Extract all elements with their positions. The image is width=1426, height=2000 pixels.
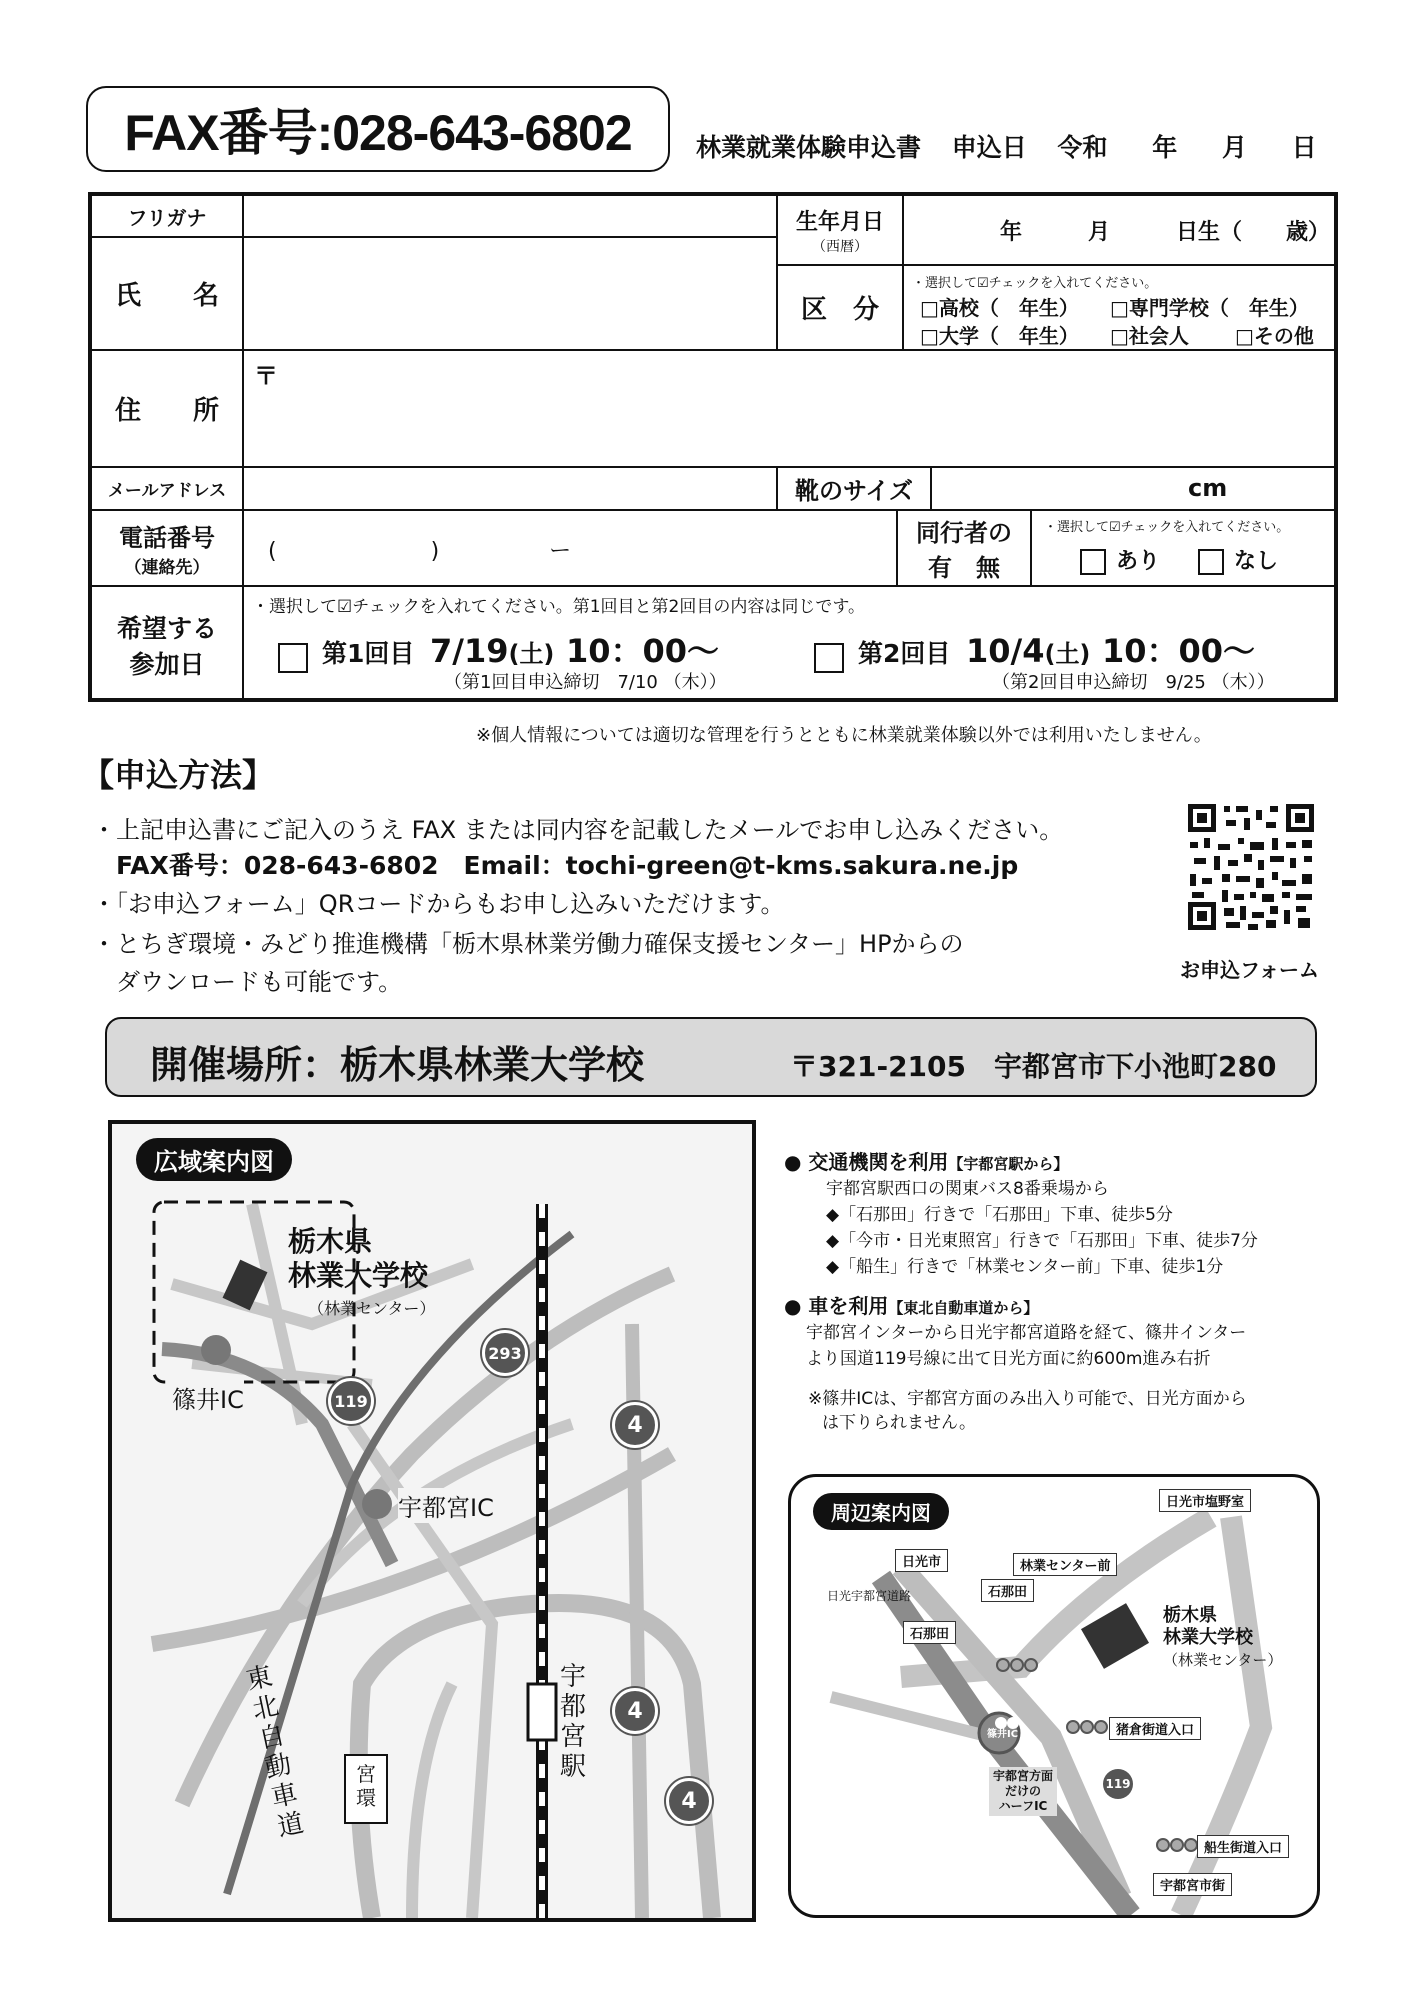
transit-heading-text: ● 交通機関を利用 — [784, 1150, 949, 1174]
companion-no-option[interactable] — [1198, 544, 1278, 575]
era-label: 令和 — [1057, 133, 1108, 162]
wide-school-sub: （林業センター） — [308, 1299, 436, 1318]
local-school-name-2: 林業大学校 — [1163, 1627, 1253, 1648]
phone-label: 電話番号 — [119, 524, 215, 552]
session-1-time: 10：00～ — [565, 632, 720, 670]
email-label: メールアドレス — [107, 481, 227, 501]
ishinada-label-2: 石那田 — [903, 1621, 956, 1644]
fax-number-box: FAX番号:028-643-6802 — [86, 86, 670, 172]
method-title: 【申込方法】 — [82, 756, 275, 794]
ringyo-center-mae-label: 林業センター前 — [1013, 1553, 1117, 1576]
wide-area-map — [108, 1120, 756, 1922]
session-1-label: 第1回目 — [322, 639, 415, 668]
route-119-sign: 119 — [328, 1378, 374, 1424]
privacy-note: ※個人情報については適切な管理を行うとともに林業就業体験以外では利用いたしません。 — [476, 725, 1212, 746]
method-line-5: ダウンロードも可能です。 — [116, 968, 403, 996]
shoe-size-unit: cm — [1188, 474, 1228, 502]
category-label: 区 分 — [800, 295, 879, 325]
phone-sublabel: （連絡先） — [124, 558, 210, 578]
option-vocational[interactable]: □専門学校（ 年生） — [1110, 296, 1309, 320]
nikko-city-label: 日光市 — [895, 1549, 948, 1572]
session-2-deadline: （第2回目申込締切 9/25 （木）） — [992, 672, 1275, 693]
local-route-119-sign: 119 — [1103, 1769, 1133, 1799]
session-2-option[interactable] — [814, 626, 1255, 673]
car-heading-text: ● 車を利用 — [784, 1294, 889, 1318]
wide-school-name: 栃木県 — [288, 1225, 373, 1258]
transit-from: 【宇都宮駅から】 — [948, 1155, 1069, 1173]
companion-yes-checkbox[interactable] — [1080, 549, 1106, 575]
car-note-2: は下りられません。 — [822, 1413, 977, 1433]
local-area-map — [788, 1474, 1320, 1918]
companion-yes-label: あり — [1116, 549, 1161, 574]
car-note-1: ※篠井ICは、宇都宮方面のみ出入り可能で、日光方面から — [808, 1389, 1247, 1409]
phone-field[interactable]: ( ) ー — [268, 539, 572, 564]
method-line-3: ・「お申込フォーム」QRコードからもお申し込みいただけます。 — [92, 890, 785, 918]
half-ic-note — [989, 1767, 1057, 1816]
session-2-label: 第2回目 — [858, 639, 951, 668]
dob-sublabel: （西暦） — [812, 238, 868, 255]
local-map-tag: 周辺案内図 — [813, 1493, 949, 1530]
method-contact: FAX番号：028-643-6802 Email：tochi-green@t-kms.sakura.ne.jp — [116, 851, 1019, 880]
half-ic-line-3: ハーフIC — [998, 1799, 1048, 1813]
address-field[interactable] — [244, 351, 1338, 466]
utsunomiya-ic-label: 宇都宮IC — [398, 1488, 494, 1523]
session-2-date: 10/4 — [965, 632, 1045, 670]
day-label: 日 — [1291, 133, 1317, 162]
dob-field[interactable]: 年 月 日生（ 歳） — [999, 219, 1330, 245]
transit-line-1: 宇都宮駅西口の関東バス8番乗場から — [826, 1179, 1109, 1199]
option-high-school[interactable]: □高校（ 年生） — [920, 296, 1079, 320]
nikko-road-label: 日光宇都宮道路 — [827, 1589, 912, 1603]
transit-line-4: ◆「船生」行きで「林業センター前」下車、徒歩1分 — [826, 1257, 1224, 1277]
dob-label: 生年月日 — [795, 209, 884, 235]
expressway-label: 東北自動車道 — [243, 1661, 307, 1843]
shinoi-marker-label: 篠井IC — [987, 1729, 1019, 1740]
form-header — [696, 128, 1317, 164]
year-label: 年 — [1152, 133, 1178, 162]
funyu-label: 船生街道入口 — [1197, 1835, 1289, 1858]
session-2-time: 10：00～ — [1101, 632, 1256, 670]
transit-line-3: ◆「今市・日光東照宮」行きで「石那田」下車、徒歩7分 — [826, 1231, 1258, 1251]
local-school-name: 栃木県 — [1163, 1605, 1217, 1626]
route-4-sign-south: 4 — [666, 1778, 712, 1824]
utsunomiya-city-label: 宇都宮市街 — [1153, 1873, 1232, 1896]
ishinada-label-1: 石那田 — [981, 1579, 1034, 1602]
local-school-sub: （林業センター） — [1163, 1651, 1283, 1669]
date-label: 希望する — [116, 613, 217, 643]
postal-mark: 〒 — [254, 362, 278, 390]
session-2-dow: (土) — [1044, 640, 1091, 668]
method-line-4: ・とちぎ環境・みどり推進機構「栃木県林業労働力確保支援センター」HPからの — [92, 930, 964, 958]
shinoi-ic-label: 篠井IC — [172, 1380, 244, 1415]
inokura-label: 猪倉街道入口 — [1109, 1717, 1201, 1740]
venue-address: 〒321-2105 宇都宮市下小池町280 — [790, 1050, 1277, 1083]
companion-note: ・選択して☑チェックを入れてください。 — [1044, 520, 1290, 535]
car-from: 【東北自動車道から】 — [888, 1299, 1039, 1317]
route-4-sign-north: 4 — [612, 1402, 658, 1448]
name-field[interactable] — [244, 238, 776, 349]
date-note: ・選択して☑チェックを入れてください。第1回目と第2回目の内容は同じです。 — [252, 597, 866, 617]
email-field[interactable] — [244, 468, 776, 509]
apply-date-label: 申込日 — [951, 133, 1027, 162]
month-label: 月 — [1221, 133, 1247, 162]
ring-road-sign: 宮環 — [344, 1754, 388, 1824]
route-293-sign: 293 — [482, 1330, 528, 1376]
application-form — [88, 192, 1338, 702]
form-title: 林業就業体験申込書 — [696, 133, 922, 162]
phone-label-cell — [92, 511, 242, 585]
half-ic-line-1: 宇都宮方面 — [993, 1769, 1054, 1783]
companion-no-label: なし — [1234, 549, 1279, 574]
method-line-1: ・上記申込書にご記入のうえ FAX または同内容を記載したメールでお申し込みください。 — [92, 816, 1064, 844]
option-working-adult[interactable]: □社会人 — [1110, 324, 1189, 348]
half-ic-line-2: だけの — [1005, 1784, 1042, 1798]
venue-title: 開催場所：栃木県林業大学校 — [150, 1043, 645, 1087]
category-note: ・選択して☑チェックを入れてください。 — [912, 276, 1158, 291]
furigana-label: フリガナ — [127, 205, 207, 230]
session-2-checkbox[interactable] — [814, 643, 844, 673]
session-1-option[interactable] — [278, 626, 719, 673]
session-1-dow: (土) — [508, 640, 555, 668]
transit-heading — [784, 1146, 1068, 1175]
station-label: 宇都宮駅 — [560, 1662, 587, 1782]
wide-map-tag: 広域案内図 — [136, 1138, 292, 1181]
session-1-checkbox[interactable] — [278, 643, 308, 673]
session-1-deadline: （第1回目申込締切 7/10 （木）） — [444, 672, 727, 693]
date-label-2: 参加日 — [129, 649, 205, 679]
nikko-shioya-label: 日光市塩野室 — [1159, 1489, 1251, 1512]
companion-label-cell — [898, 511, 1030, 585]
car-line-1: 宇都宮インターから日光宇都宮道路を経て、篠井インター — [806, 1323, 1247, 1343]
companion-label-2: 有 無 — [928, 554, 1000, 582]
companion-label: 同行者の — [916, 519, 1012, 547]
car-heading — [784, 1290, 1038, 1319]
shoe-size-label: 靴のサイズ — [794, 477, 914, 505]
car-line-2: より国道119号線に出て日光方面に約600m進み右折 — [806, 1349, 1211, 1369]
qr-code[interactable] — [1186, 802, 1316, 932]
name-label: 氏 名 — [114, 280, 219, 311]
furigana-field[interactable] — [244, 196, 776, 236]
option-other[interactable]: □その他 — [1235, 324, 1314, 348]
qr-caption: お申込フォーム — [1180, 958, 1319, 982]
session-1-date: 7/19 — [429, 632, 509, 670]
transit-line-2: ◆「石那田」行きで「石那田」下車、徒歩5分 — [826, 1205, 1173, 1225]
companion-no-checkbox[interactable] — [1198, 549, 1224, 575]
address-label: 住 所 — [114, 396, 219, 426]
dob-label-cell — [778, 196, 902, 264]
date-label-cell — [92, 587, 242, 702]
route-4-sign-center: 4 — [612, 1688, 658, 1734]
wide-school-name-2: 林業大学校 — [288, 1259, 429, 1292]
option-university[interactable]: □大学（ 年生） — [920, 324, 1079, 348]
companion-yes-option[interactable] — [1080, 544, 1160, 575]
